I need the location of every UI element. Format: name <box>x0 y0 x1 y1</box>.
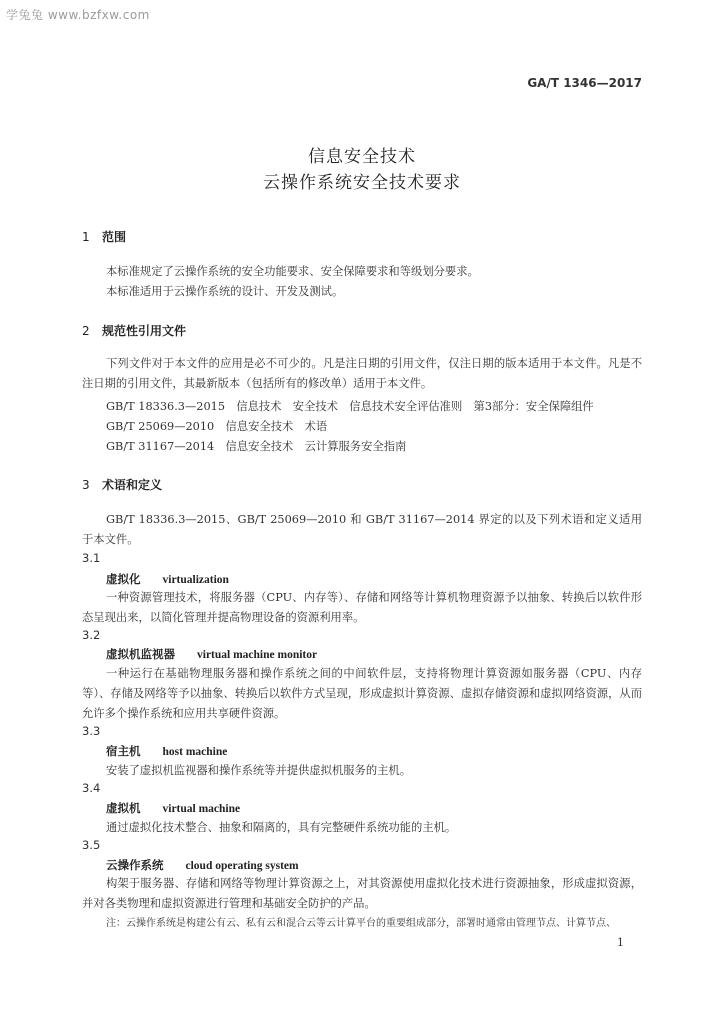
term-number: 3.5 <box>82 838 101 852</box>
term-english: host machine <box>162 746 228 758</box>
section-1-heading <box>82 228 126 245</box>
term-number: 3.1 <box>82 551 101 565</box>
term-chinese: 云操作系统 <box>106 858 164 872</box>
section-title: 规范性引用文件 <box>102 324 187 338</box>
term-heading <box>106 646 317 662</box>
paragraph: 本标准规定了云操作系统的安全功能要求、安全保障要求和等级划分要求。 <box>106 265 479 278</box>
term-definition: 构架于服务器、存储和网络等物理计算资源之上，对其资源使用虚拟化技术进行资源抽象，形成虚拟资源，并对各类物理和虚拟资源进行管理和基础安全防护的产品。 <box>82 877 642 910</box>
watermark: 学兔兔 www.bzfxw.com <box>6 8 150 22</box>
paragraph: GB/T 18336.3—2015、GB/T 25069—2010 和 GB/T 31167—2014 界定的以及下列术语和定义适用于本文件。 <box>82 513 642 546</box>
term-number: 3.3 <box>82 724 101 738</box>
reference-item: GB/T 25069—2010 信息安全技术 术语 <box>106 420 328 433</box>
term-english: virtual machine monitor <box>197 649 318 661</box>
standard-number: GA/T 1346—2017 <box>527 76 642 90</box>
term-heading <box>106 800 240 816</box>
page-number: 1 <box>617 936 624 949</box>
paragraph: 下列文件对于本文件的应用是必不可少的。凡是注日期的引用文件，仅注日期的版本适用于本文件。凡是不注日期的引用文件，其最新版本（包括所有的修改单）适用于本文件。 <box>82 357 642 390</box>
term-heading <box>106 857 299 873</box>
term-definition: 通过虚拟化技术整合、抽象和隔离的，具有完整硬件系统功能的主机。 <box>106 821 457 834</box>
section-title: 范围 <box>102 230 127 244</box>
term-english: virtualization <box>162 574 229 586</box>
section-3-heading <box>82 476 162 493</box>
term-definition: 一种资源管理技术，将服务器（CPU、内存等）、存储和网络等计算机物理资源予以抽象、转换后以软件形态呈现出来，以简化管理并提高物理设备的资源利用率。 <box>82 591 642 624</box>
term-definition: 一种运行在基础物理服务器和操作系统之间的中间软件层，支持将物理计算资源如服务器（CPU、内存等）、存储及网络等予以抽象、转换后以软件方式呈现，形成虚拟计算资源、虚拟存储资源和虚拟网络资源，从而允许多个操作系统和应用共享硬件资源。 <box>82 667 642 720</box>
term-definition: 安装了虚拟机监视器和操作系统等并提供虚拟机服务的主机。 <box>106 764 412 777</box>
document-title-line2: 云操作系统安全技术要求 <box>263 173 461 193</box>
term-chinese: 虚拟化 <box>106 572 141 586</box>
term-chinese: 虚拟机监视器 <box>106 647 175 661</box>
section-number: 1 <box>82 230 90 244</box>
section-2-heading <box>82 322 186 339</box>
reference-item: GB/T 18336.3—2015 信息技术 安全技术 信息技术安全评估准则 第3部分：安全保障组件 <box>106 400 594 413</box>
term-heading <box>106 743 227 759</box>
term-number: 3.4 <box>82 781 101 795</box>
term-english: cloud operating system <box>185 860 299 872</box>
term-chinese: 宿主机 <box>106 744 141 758</box>
term-note: 注：云操作系统是构建公有云、私有云和混合云等云计算平台的重要组成部分，部署时通常由管理节点、计算节点、 <box>106 918 616 929</box>
section-number: 2 <box>82 324 90 338</box>
document-title-line1: 信息安全技术 <box>308 147 416 167</box>
section-title: 术语和定义 <box>102 478 163 492</box>
term-number: 3.2 <box>82 628 101 642</box>
paragraph: 本标准适用于云操作系统的设计、开发及测试。 <box>106 285 344 298</box>
term-english: virtual machine <box>162 803 241 815</box>
term-chinese: 虚拟机 <box>106 801 141 815</box>
section-number: 3 <box>82 478 90 492</box>
reference-item: GB/T 31167—2014 信息安全技术 云计算服务安全指南 <box>106 440 407 453</box>
term-heading <box>106 571 229 587</box>
